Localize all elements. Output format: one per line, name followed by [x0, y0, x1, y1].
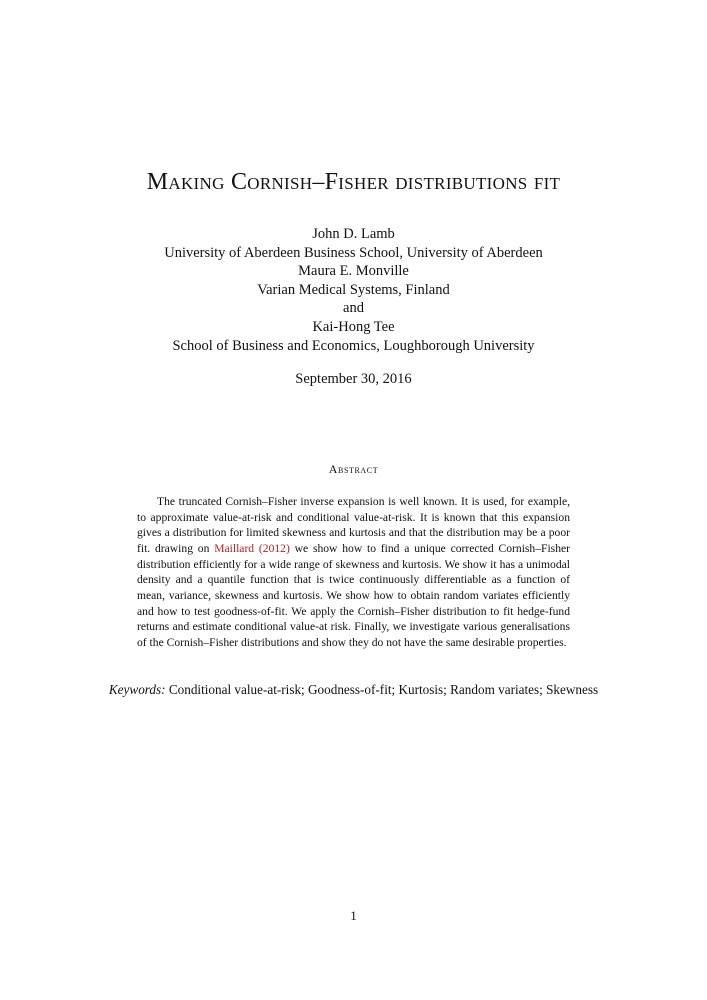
- keywords-label: Keywords:: [108, 682, 166, 697]
- author-affiliation: School of Business and Economics, Loughborough University: [172, 337, 535, 354]
- keywords-text: Conditional value-at-risk; Goodness-of-fit; Kurtosis; Random variates; Skewness: [168, 682, 599, 697]
- author-affiliation: University of Aberdeen Business School, University of Aberdeen: [164, 244, 543, 261]
- page-number: 1: [350, 908, 357, 923]
- author-affiliation: Varian Medical Systems, Finland: [257, 281, 450, 298]
- author-name: John D. Lamb: [312, 226, 395, 242]
- author-block: [0, 225, 707, 355]
- abstract-text-start: The truncated Cornish–Fisher inverse expansion is well known. It is used, for example, to approximate value-at-risk and conditional value-at-risk. It is known that this expansion gives a distribution for limited skewness and kurtosis and that the distribution may be a poor fit. drawing on: [137, 495, 570, 555]
- abstract-body: [137, 494, 570, 651]
- paper-date: September 30, 2016: [295, 371, 412, 387]
- keywords-line: [0, 681, 707, 699]
- author-conjunction: and: [343, 300, 364, 317]
- citation-link[interactable]: Maillard (2012): [214, 541, 290, 555]
- author-name: Maura E. Monville: [298, 263, 409, 280]
- abstract-text-end: we show how to find a unique corrected Cornish–Fisher distribution efficiently for a wide range of skewness and kurtosis. We show it has a unimodal density and a quantile function that is twice continuously differentiable as a function of mean, variance, skewness and kurtosis. We show how to obtain random variates efficiently and how to test goodness-of-fit. We apply the Cornish–Fisher distribution to fit hedge-fund returns and estimate conditional value-at risk. Finally, we investigate various generalisations of the Cornish–Fisher distributions and show they do not have the same desirable properties.: [137, 541, 571, 649]
- author-name: Kai-Hong Tee: [312, 318, 395, 335]
- abstract-heading: Abstract: [328, 462, 379, 476]
- paper-title: Making Cornish–Fisher distributions fit: [146, 169, 561, 195]
